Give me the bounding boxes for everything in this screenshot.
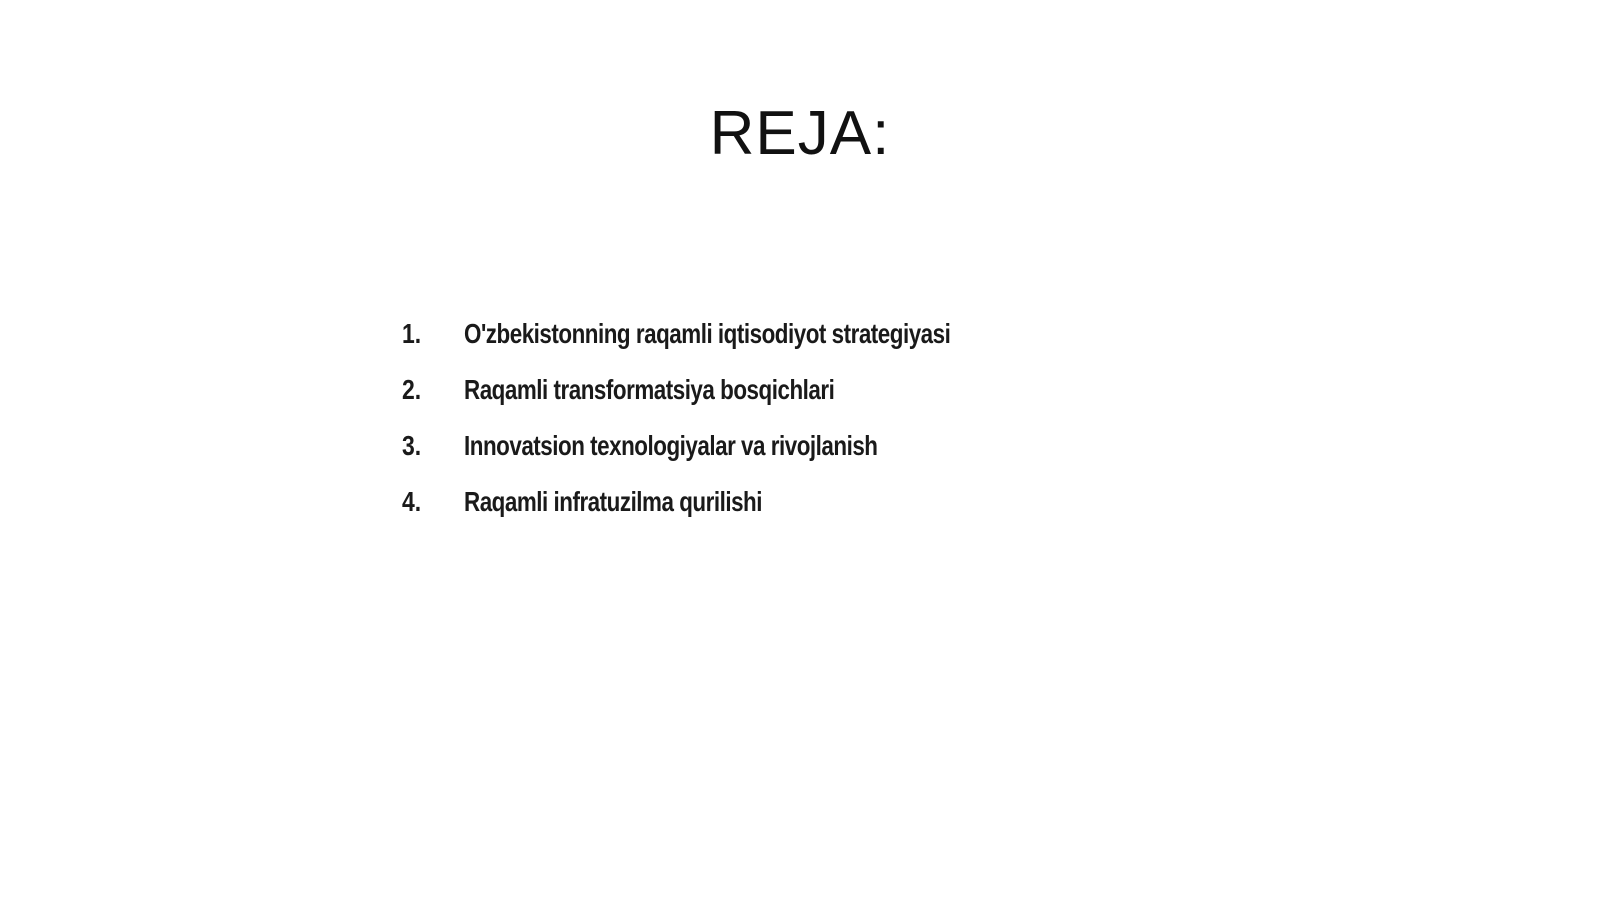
- list-item-text: O'zbekistonning raqamli iqtisodiyot strategiyasi: [464, 318, 951, 349]
- plan-list: [402, 318, 1072, 542]
- list-item-text: Raqamli transformatsiya bosqichlari: [464, 374, 835, 405]
- list-item-text: Innovatsion texnologiyalar va rivojlanish: [464, 430, 878, 461]
- list-item: [402, 374, 1072, 430]
- list-item-text: Raqamli infratuzilma qurilishi: [464, 486, 763, 517]
- list-item-number: 4.: [402, 486, 422, 517]
- list-item: [402, 318, 1072, 374]
- list-item-number: 1.: [402, 318, 422, 349]
- list-item-number: 2.: [402, 374, 422, 405]
- list-item-number: 3.: [402, 430, 422, 461]
- list-item: [402, 486, 1072, 542]
- list-item: [402, 430, 1072, 486]
- slide-title: REJA:: [709, 99, 891, 168]
